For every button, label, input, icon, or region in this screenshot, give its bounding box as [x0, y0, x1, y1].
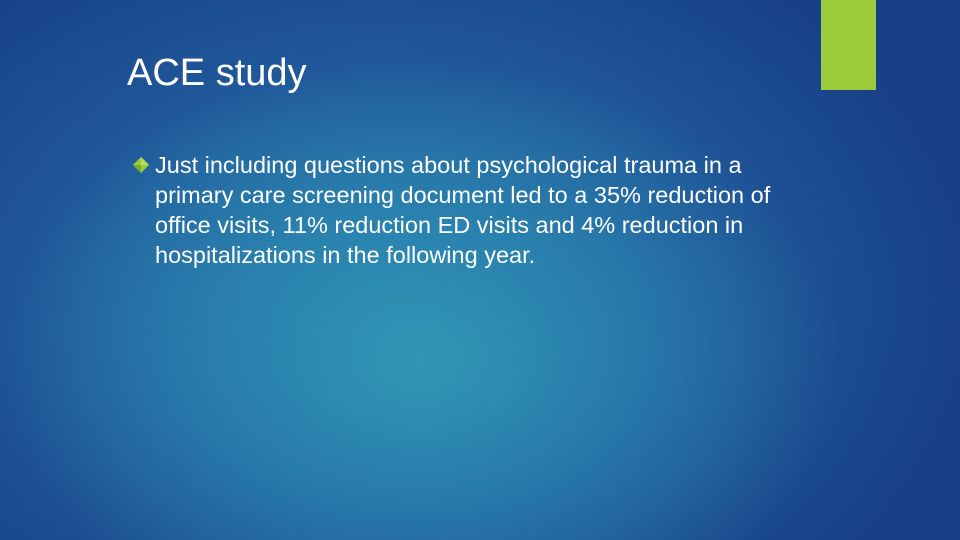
diamond-bullet-icon	[132, 156, 150, 174]
accent-bar	[821, 0, 876, 90]
slide-title: ACE study	[127, 52, 307, 94]
bullet-item	[130, 150, 780, 270]
bullet-text: Just including questions about psychological trauma in a primary care screening document led to a 35% reduction of office visits, 11% reduction ED visits and 4% reduction in hospitalizations in the following year.	[155, 152, 771, 268]
slide-body	[130, 150, 780, 270]
